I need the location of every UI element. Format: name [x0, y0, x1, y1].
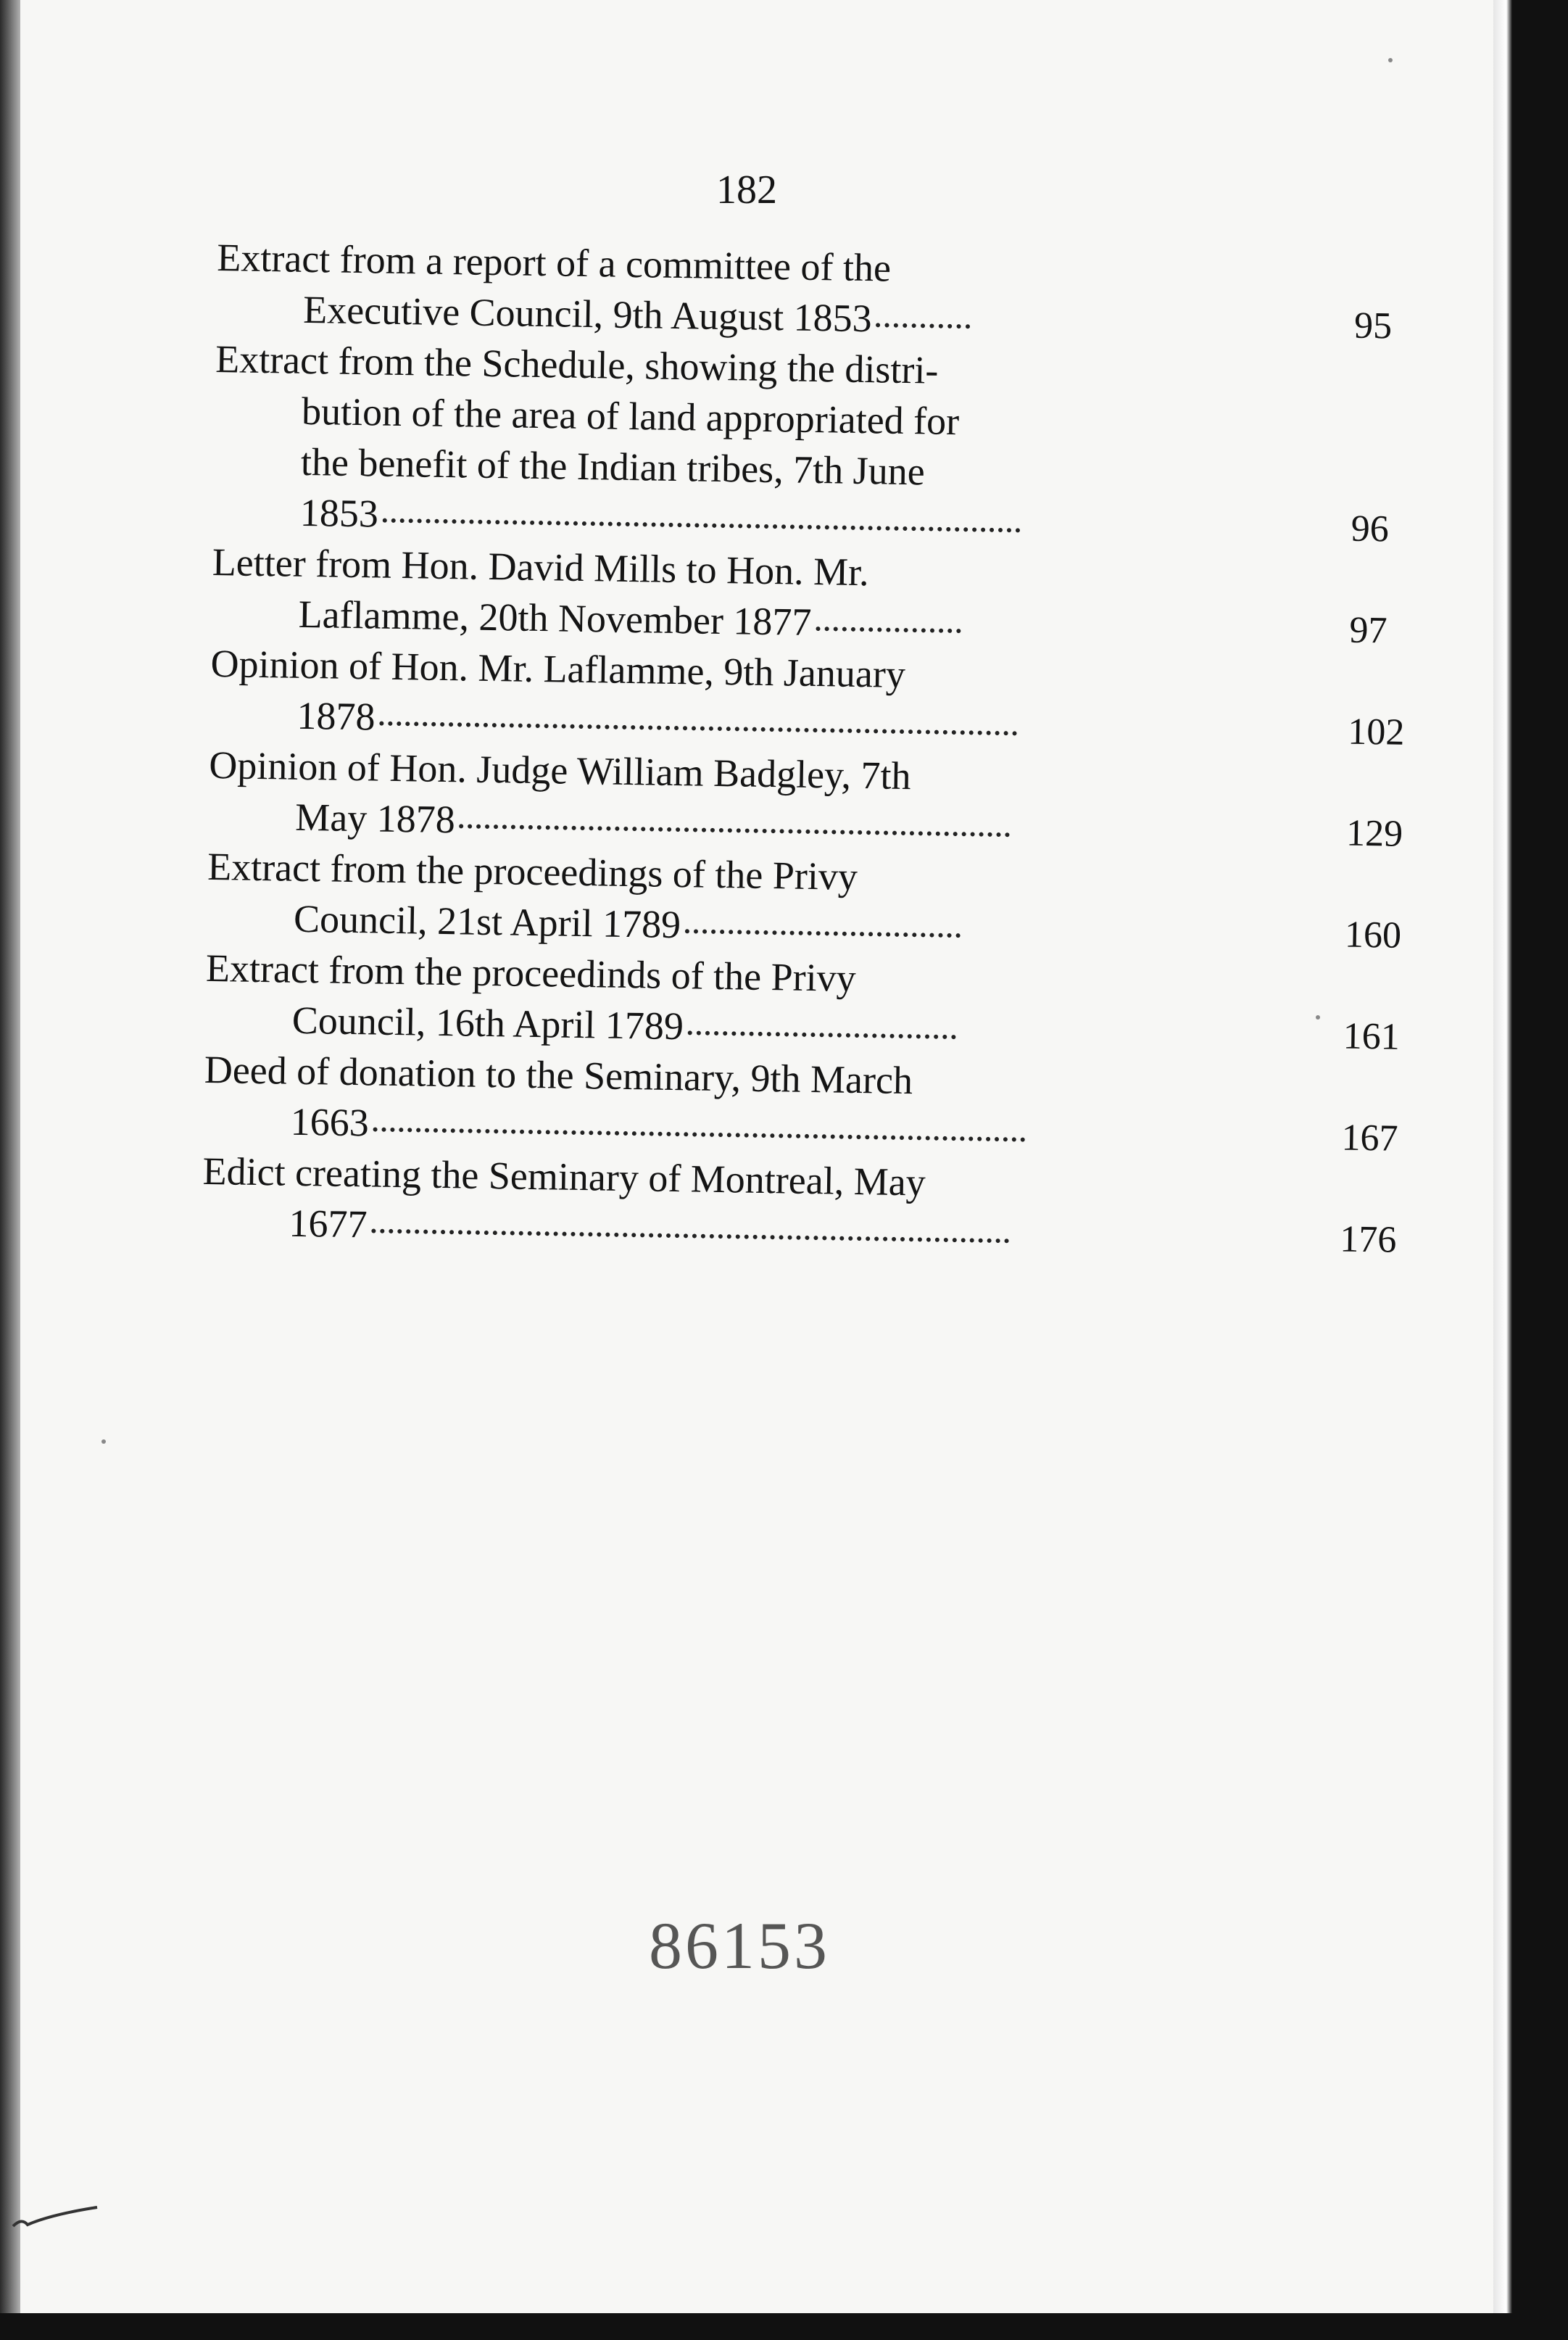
dot-leader	[371, 1229, 1009, 1244]
toc-entry-last-line: 1878	[210, 689, 1240, 756]
dot-leader	[876, 323, 970, 328]
toc-entry-line: Extract from a report of a committee of the	[216, 235, 892, 290]
toc-entry-last-line: May 1878	[208, 790, 1238, 857]
toc-entry-line: bution of the area of land appropriated for	[301, 389, 960, 444]
toc-page-ref: 161	[1343, 1015, 1401, 1058]
toc-entry	[216, 232, 1393, 350]
toc-page-ref: 176	[1339, 1218, 1397, 1261]
toc-entry	[207, 841, 1402, 959]
toc-entry-line: Edict creating the Seminary of Montreal, May	[202, 1149, 926, 1204]
toc-entry-last-line: Council, 16th April 1789	[204, 993, 1235, 1060]
toc-entry-last-line: 1853	[212, 486, 1243, 553]
page-number: 182	[716, 168, 777, 212]
page-speck	[1388, 58, 1393, 62]
toc-entry-line: Extract from the proceedings of the Privy	[207, 844, 858, 898]
toc-entry-line: Extract from the proceedinds of the Privy	[205, 946, 857, 1000]
table-of-contents	[202, 232, 1405, 1263]
toc-entry	[211, 537, 1388, 654]
toc-entry-last-line: Executive Council, 9th August 1853	[216, 283, 1246, 350]
dot-leader	[688, 1030, 956, 1039]
toc-entry-line: the benefit of the Indian tribes, 7th June	[300, 439, 926, 494]
toc-entry	[202, 1146, 1397, 1263]
toc-entry-last-line: 1677	[202, 1196, 1232, 1263]
toc-entry-line: Extract from the Schedule, showing the distri-	[215, 336, 939, 392]
dot-leader	[379, 722, 1017, 736]
toc-entry	[210, 638, 1405, 756]
toc-page-ref: 96	[1351, 508, 1390, 550]
dot-leader	[460, 824, 1011, 837]
toc-page-ref: 102	[1347, 711, 1405, 753]
toc-entry	[212, 334, 1390, 553]
toc-entry-last-line: 1663	[203, 1095, 1233, 1162]
toc-page-ref: 97	[1349, 609, 1388, 652]
toc-page-ref: 167	[1341, 1117, 1399, 1159]
toc-entry	[208, 740, 1403, 857]
toc-page-ref: 160	[1344, 914, 1402, 956]
toc-entry-line: Opinion of Hon. Judge William Badgley, 7th	[208, 743, 912, 798]
toc-entry-last-line: Council, 21st April 1789	[207, 892, 1237, 959]
dot-leader	[373, 1128, 1026, 1142]
toc-entry-line: Opinion of Hon. Mr. Laflamme, 9th January	[210, 641, 906, 696]
toc-entry-line: Deed of donation to the Seminary, 9th March	[204, 1047, 913, 1103]
accession-number-stamp: 86153	[649, 1909, 830, 1983]
dot-leader	[383, 518, 1021, 533]
toc-entry-line: Letter from Hon. David Mills to Hon. Mr.	[212, 539, 870, 595]
dot-leader	[685, 929, 961, 938]
page-right-border	[1493, 0, 1568, 2340]
toc-entry-last-line: Laflamme, 20th November 1877	[211, 587, 1241, 654]
toc-page-ref: 95	[1353, 305, 1393, 347]
dot-leader	[816, 627, 961, 633]
page-speck	[1316, 1015, 1320, 1020]
page-speck	[101, 1439, 106, 1444]
toc-entry	[204, 943, 1401, 1060]
page-bottom-border	[0, 2313, 1568, 2340]
pencil-check-mark-icon	[7, 2204, 101, 2233]
toc-page-ref: 129	[1345, 812, 1403, 855]
toc-entry	[203, 1044, 1399, 1162]
